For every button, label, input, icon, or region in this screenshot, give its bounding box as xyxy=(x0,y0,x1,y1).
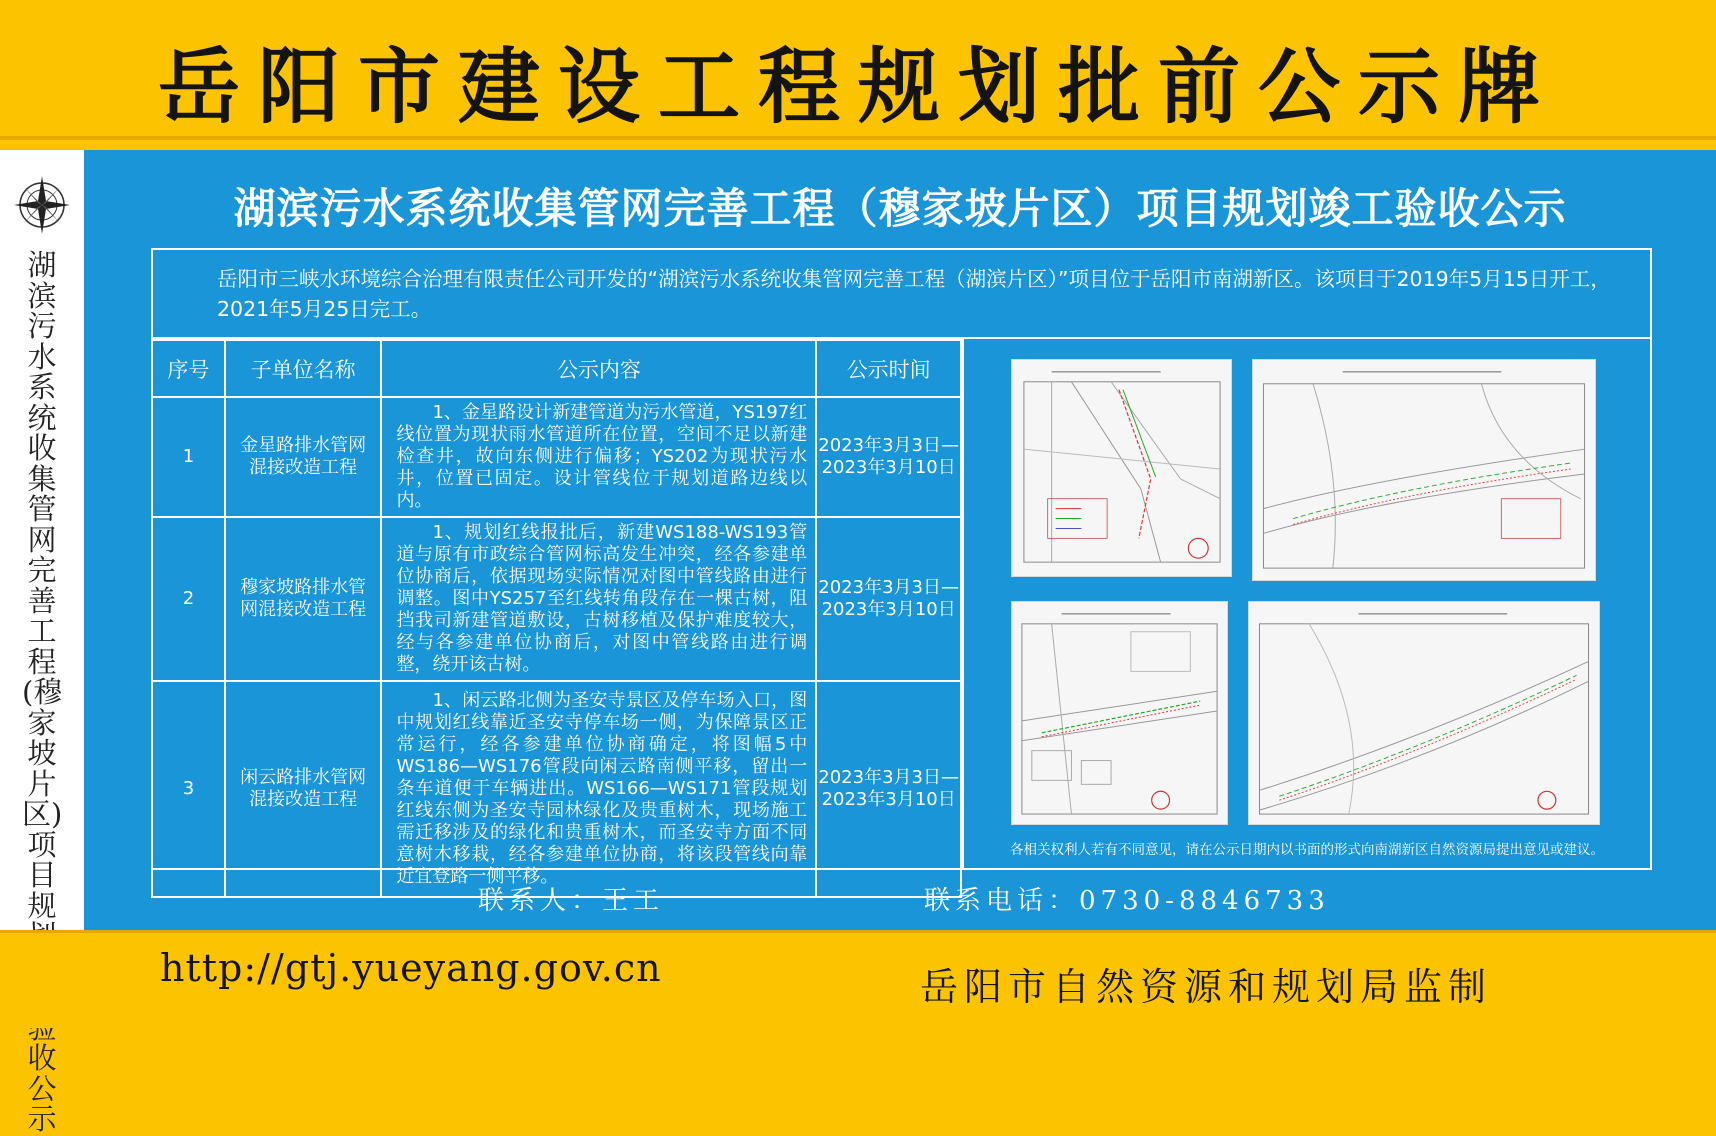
page-title: 岳阳市建设工程规划批前公示牌 xyxy=(157,40,1558,135)
row-subunit: 穆家坡路排水管网混接改造工程 xyxy=(225,517,382,681)
table-row xyxy=(152,517,961,681)
contact-person: 联系人：王工 xyxy=(478,886,665,916)
notice-title: 湖滨污水系统收集管网完善工程（穆家坡片区）项目规划竣工验收公示 xyxy=(233,184,1567,233)
table-row xyxy=(152,397,961,517)
website-url: http://gtj.yueyang.gov.cn xyxy=(160,946,662,990)
table-row xyxy=(152,681,961,897)
supervisor-text: 岳阳市自然资源和规划局监制 xyxy=(920,965,1493,1009)
map-drawing-4 xyxy=(1249,602,1599,824)
map-drawing-2 xyxy=(1253,360,1595,580)
compass-icon xyxy=(12,172,72,238)
header-period: 公示时间 xyxy=(816,340,961,397)
row-period: 2023年3月3日—2023年3月10日 xyxy=(816,517,961,681)
header-subunit: 子单位名称 xyxy=(225,340,382,397)
project-intro: 岳阳市三峡水环境综合治理有限责任公司开发的“湖滨污水系统收集管网完善工程（湖滨片区）”项目位于岳阳市南湖新区。该项目于2019年5月15日开工，2021年5月25日完工。 xyxy=(151,248,1652,339)
table-header-row xyxy=(152,340,961,397)
row-content: 1、金星路设计新建管道为污水管道，YS197红线位置为现状雨水管道所在位置，空间不足以新建检查井，故向东侧进行偏移；YS202为现状污水井，位置已固定。设计管线位于规划道路边线以内。 xyxy=(381,397,816,517)
row-period: 2023年3月3日—2023年3月10日 xyxy=(816,397,961,517)
map-drawing-3 xyxy=(1012,602,1227,824)
notice-table xyxy=(151,339,962,898)
contact-phone: 联系电话：0730-8846733 xyxy=(924,886,1330,916)
map-sheet-4 xyxy=(1248,601,1600,825)
header-seq: 序号 xyxy=(152,340,225,397)
row-subunit: 闲云路排水管网混接改造工程 xyxy=(225,681,382,897)
row-subunit: 金星路排水管网混接改造工程 xyxy=(225,397,382,517)
row-seq: 3 xyxy=(152,681,225,897)
map-caption: 各相关权利人若有不同意见，请在公示日期内以书面的形式向南湖新区自然资源局提出意见或建议。 xyxy=(1010,842,1604,858)
map-sheet-3 xyxy=(1011,601,1228,825)
row-seq: 1 xyxy=(152,397,225,517)
map-drawing-1 xyxy=(1012,360,1231,576)
row-seq: 2 xyxy=(152,517,225,681)
row-content: 1、闲云路北侧为圣安寺景区及停车场入口，图中规划红线靠近圣安寺停车场一侧，为保障景区正常运行，经各参建单位协商确定，将图幅5中WS186—WS176管段向闲云路南侧平移，留出一条车道便于车辆进出。WS166—WS171管段规划红线东侧为圣安寺园林绿化及贵重树木，现场施工需迁移涉及的绿化和贵重树木，而圣安寺方面不同意树木移栽，经各参建单位协商，将该段管线向靠近宜登路一侧平移。 xyxy=(381,681,816,897)
header-content: 公示内容 xyxy=(381,340,816,397)
vertical-project-title: 湖滨污水系统收集管网完善工程(穆家坡片区)项目规 收公示 xyxy=(22,248,63,1136)
map-sheet-1 xyxy=(1011,359,1232,577)
map-sheet-2 xyxy=(1252,359,1596,581)
row-period: 2023年3月3日—2023年3月10日 xyxy=(816,681,961,897)
row-content: 1、规划红线报批后，新建WS188-WS193管道与原有市政综合管网标高发生冲突，经各参建单位协商后，依据现场实际情况对图中管线路由进行调整。图中YS257至红线转角段存在一棵古树，阻挡我司新建管道敷设，古树移植及保护难度较大，经与各参建单位协商后，对图中管线路由进行调整，绕开该古树。 xyxy=(381,517,816,681)
